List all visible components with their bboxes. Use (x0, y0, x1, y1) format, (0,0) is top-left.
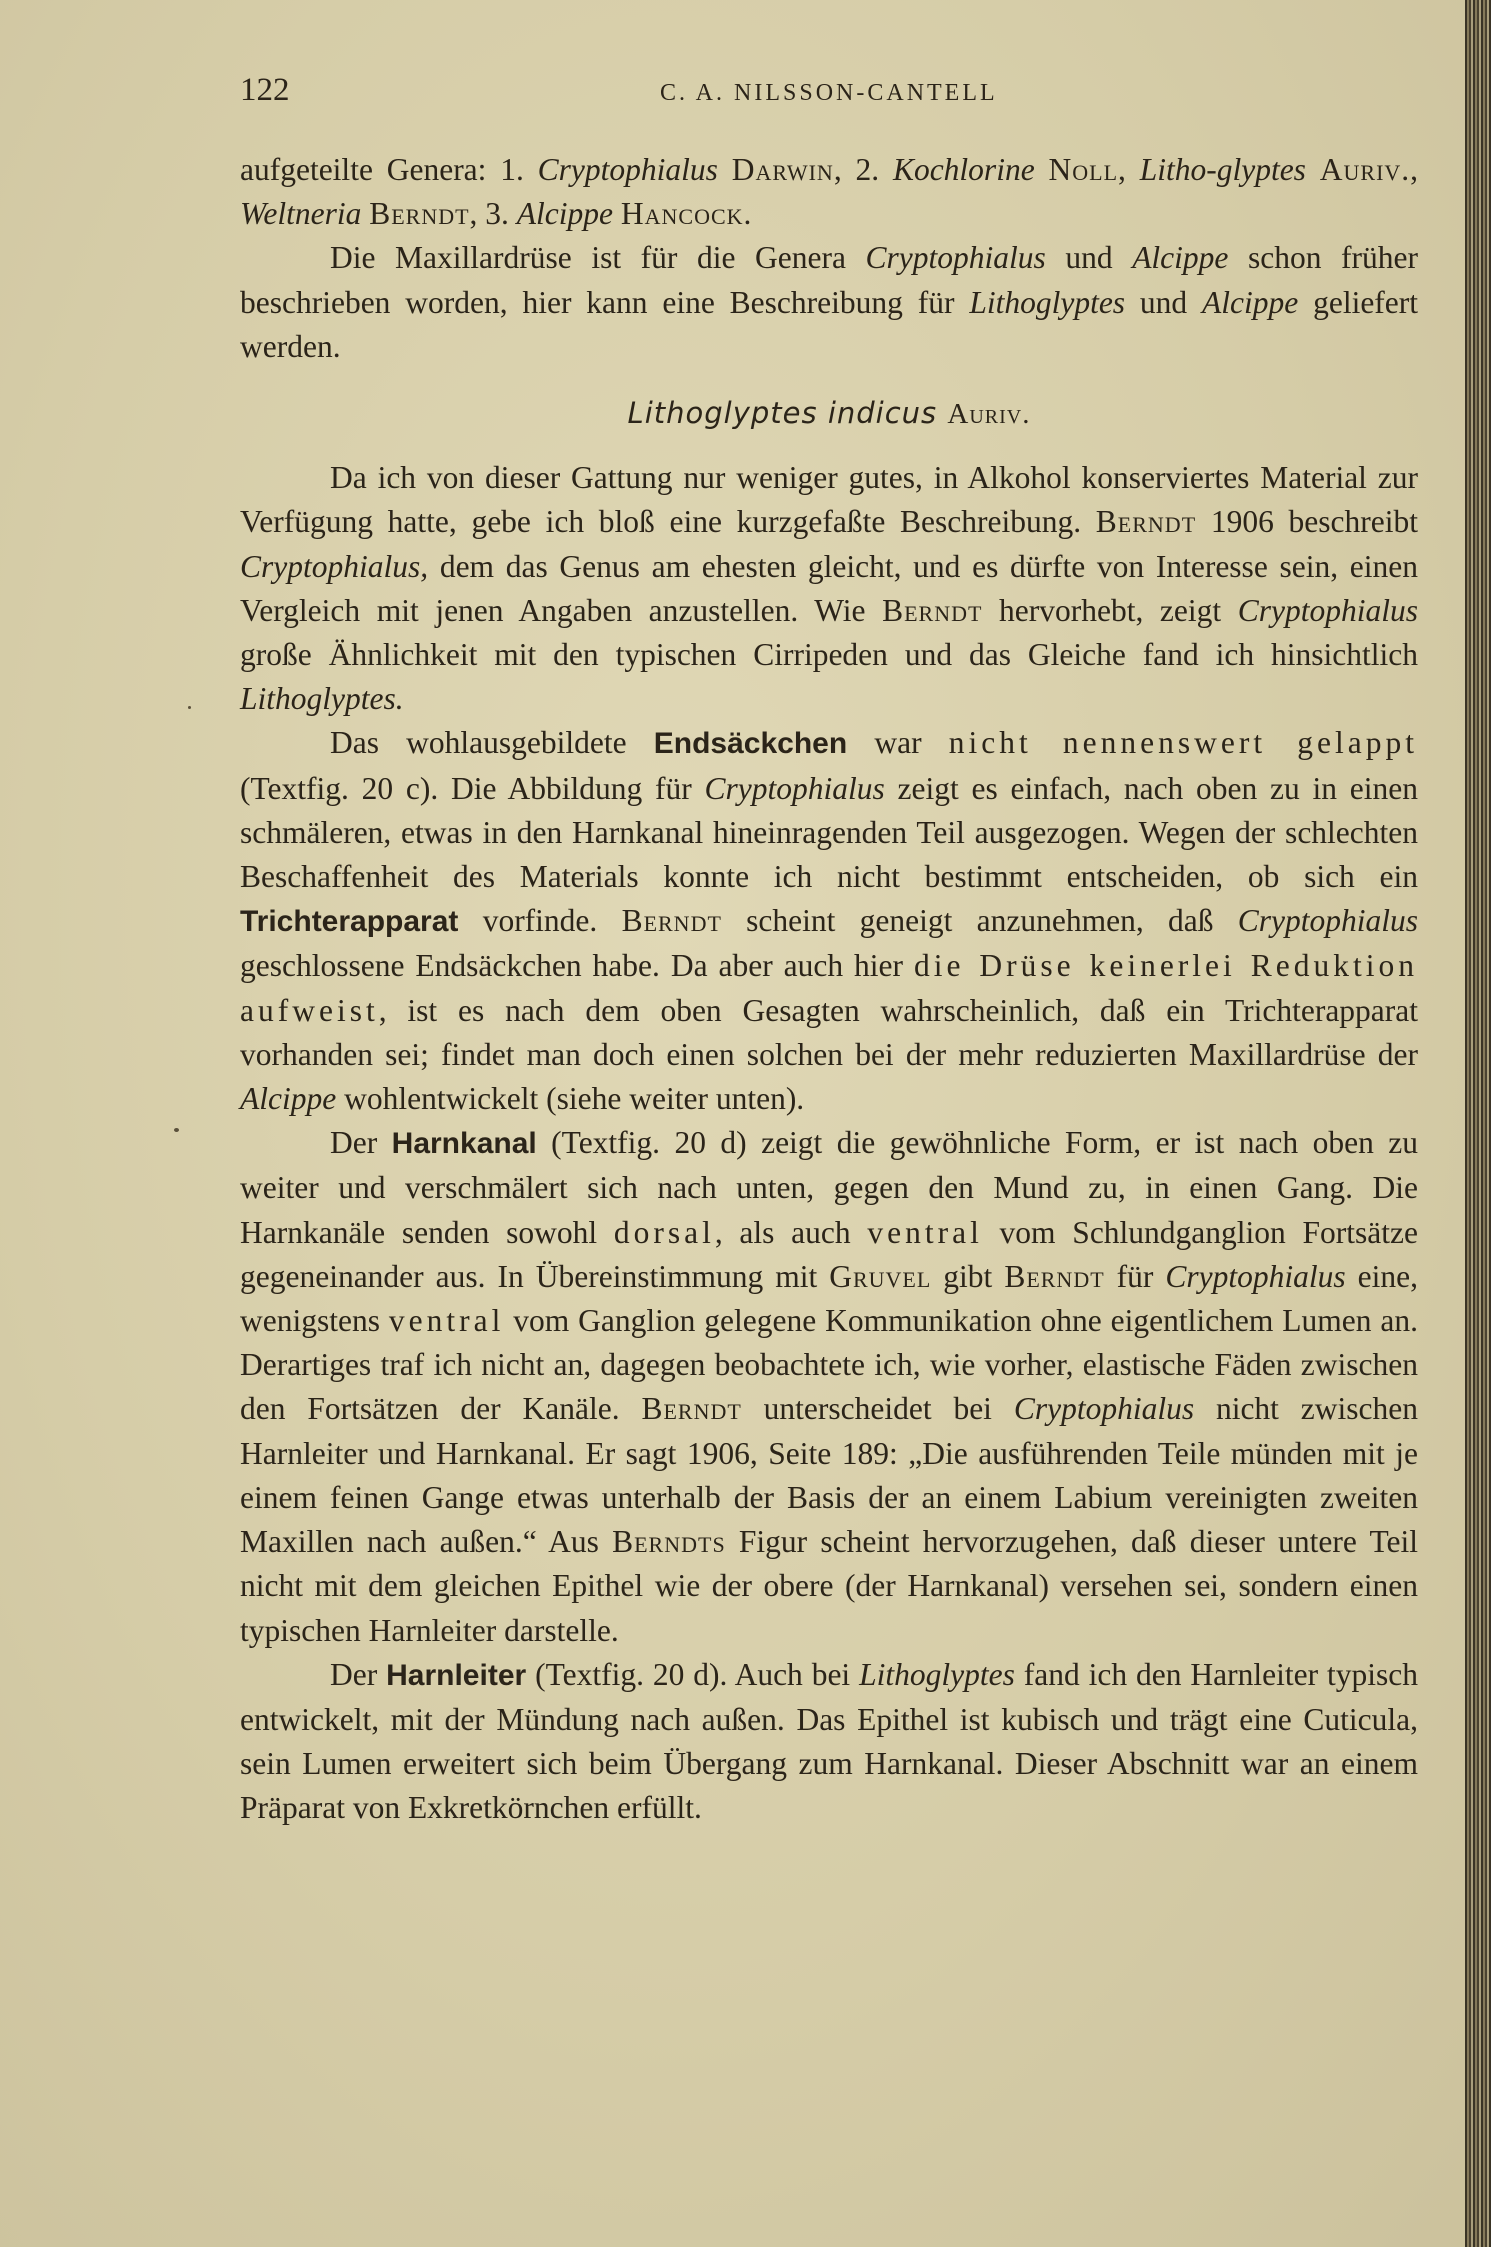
text-run: vorfinde. (458, 903, 622, 939)
paragraph-maxillardruese (240, 236, 1418, 369)
paragraph-harnleiter (240, 1653, 1418, 1831)
taxon-name: Alcippe (1132, 240, 1229, 276)
taxon-name: Cryptophialus (865, 240, 1046, 276)
ink-speck (188, 706, 191, 709)
text-run: Der (330, 1656, 387, 1692)
taxon-name: Cryptophialus (1013, 1391, 1195, 1427)
text-run: , 3. (469, 196, 517, 232)
text-run: , 2. (833, 152, 893, 187)
text-run: unterscheidet bei (741, 1391, 1014, 1427)
author-name: Berndt (1004, 1258, 1105, 1294)
taxon-name: Weltneria (240, 196, 362, 232)
text-run: und (1045, 240, 1133, 276)
author-name: Berndts (612, 1524, 726, 1560)
author-name: Berndt (641, 1391, 742, 1427)
section-heading (240, 391, 1418, 436)
body-text (240, 148, 1418, 1831)
taxon-name: Cryptophialus (1237, 903, 1418, 939)
text-run: gibt (931, 1258, 1005, 1294)
text-run: Da ich von dieser Gattung nur weniger gutes, in Alkohol konserviertes Material zur Verfügung hatte, gebe ich bloß eine kurzgefaßte Beschreibung. (240, 460, 1418, 540)
text-run: , als auch (714, 1214, 868, 1250)
text-run: aufgeteilte Genera: 1. (240, 152, 538, 187)
text-run: geliefert werden. (240, 284, 1419, 364)
author-name: Gruvel (829, 1258, 932, 1294)
text-run: geschlossene Endsäckchen habe. Da aber auch hier (240, 948, 914, 984)
term-bold: Trichterapparat (240, 905, 459, 939)
paragraph-harnkanal (240, 1121, 1418, 1652)
taxon-name: Lithoglyptes (859, 1656, 1015, 1692)
text-run: große Ähnlichkeit mit den typischen Cirripeden und das Gleiche fand ich hinsichtlich (240, 637, 1418, 673)
text-run: dem das Genus am ehesten gleicht, und es dürfte von Interesse sein, einen Vergleich mit jenen Angaben anzustellen. Wie (240, 548, 1418, 628)
text-run: (Textfig. 20 c). Die Abbildung für (240, 770, 705, 806)
page-edge (1465, 0, 1491, 2247)
text-run: Das wohlausgebildete (330, 725, 654, 761)
term-bold: Endsäckchen (653, 727, 848, 761)
text-run: schon früher beschrieben worden, hier kann eine Beschreibung für (240, 240, 1418, 320)
text-run: , ist es nach dem oben Gesagten wahrscheinlich, daß ein Trichterapparat vorhanden sei; findet man doch einen solchen bei der mehr reduzierten Maxillardrüse der (240, 992, 1418, 1072)
taxon-name: Alcippe (516, 196, 614, 232)
page-header (240, 72, 1411, 116)
text-run: 1906 beschreibt (1196, 504, 1418, 540)
spaced-emphasis: ventral (867, 1214, 983, 1250)
term-bold: Harnkanal (391, 1127, 537, 1161)
paragraph-material (240, 456, 1418, 721)
page-number: 122 (240, 72, 290, 108)
text-run: Die Maxillardrüse ist für die Genera (330, 240, 866, 276)
text-run: vom Ganglion gelegene Kommunikation ohne eigentlichem Lumen an. Derartiges traf ich nicht an, dagegen beobachtete ich, wie vorher, elastische Fäden zwischen den Fortsätzen der Kanäle. (240, 1303, 1418, 1427)
text-run: (Textfig. 20 d). Auch bei (526, 1656, 860, 1692)
text-run: , (1118, 152, 1140, 187)
taxon-name: Litho-glyptes (1139, 152, 1306, 187)
taxon-name: Lithoglyptes (969, 284, 1126, 320)
text-run: vom Schlundganglion Fortsätze gegeneinander aus. In Übereinstimmung mit (240, 1214, 1418, 1294)
spaced-emphasis: ventral (388, 1303, 505, 1339)
text-run: fand ich den Harnleiter typisch entwickelt, mit der Mündung nach außen. Das Epithel ist kubisch und trägt eine Cuticula, sein Lumen erweitert sich beim Übergang zum Harnkanal. Dieser Abschnitt war an einem Präparat von Exkretkörnchen erfüllt. (240, 1656, 1418, 1826)
running-head: C. A. NILSSON-CANTELL (660, 80, 998, 106)
text-run: (Textfig. 20 d) zeigt die gewöhnliche Form, er ist nach oben zu weiter und verschmälert sich nach unten, gegen den Mund zu, in einen Gang. Die Harnkanäle senden sowohl (240, 1125, 1418, 1250)
taxon-name: Cryptophialus, (240, 548, 429, 584)
text-run: hervorhebt, zeigt (982, 592, 1238, 628)
taxon-name: Cryptophialus (1237, 592, 1418, 628)
text-run: Der (330, 1125, 392, 1161)
author-name: Auriv. (1319, 152, 1411, 187)
text-run: nicht zwischen Harnleiter und Harnkanal. Er sagt 1906, Seite 189: „Die ausführenden Teile münden mit je einem feinen Gange etwas unterhalb der Basis der an einem Labium vereinigten zweiten Maxillen nach außen.“ Aus (240, 1391, 1418, 1560)
taxon-name: Cryptophialus (537, 152, 718, 187)
author-name: Berndt (621, 903, 722, 939)
author-name: Hancock (620, 196, 744, 232)
spaced-emphasis: dorsal (613, 1214, 715, 1250)
text-run: scheint geneigt anzunehmen, daß (721, 903, 1238, 939)
paragraph-endsaeckchen (240, 721, 1418, 1121)
text-run: war (847, 725, 949, 761)
text-run: Figur scheint hervorzugehen, daß dieser untere Teil nicht mit dem gleichen Epithel wie der obere (der Harnkanal) versehen sei, sondern einen typischen Harnleiter darstelle. (240, 1524, 1418, 1648)
spaced-emphasis: die Drüse keinerlei Reduktion aufweist (240, 948, 1418, 1028)
taxon-name: Cryptophialus (704, 770, 885, 806)
ink-speck (174, 1128, 179, 1132)
author-name: Noll (1048, 152, 1119, 187)
text-run: , (1410, 152, 1419, 187)
text-run: zeigt es einfach, nach oben zu in einen schmäleren, etwas in den Harnkanal hineinragenden Teil ausgezogen. Wegen der schlechten Beschaffenheit des Materials konnte ich nicht bestimmt entscheiden, ob sich ein (240, 770, 1419, 895)
taxon-name: Lithoglyptes. (240, 681, 404, 717)
author-name: Berndt (882, 592, 983, 628)
author-name: Berndt (1095, 504, 1197, 540)
taxon-name: Alcippe (1202, 284, 1299, 320)
text-run: für (1104, 1258, 1166, 1294)
author-name: Berndt (369, 196, 470, 232)
text-run: wohlentwickelt (siehe weiter unten). (336, 1081, 805, 1117)
text-run: und (1125, 284, 1203, 320)
text-run: eine, wenigstens (240, 1258, 1418, 1339)
taxon-name: Alcippe (240, 1081, 337, 1117)
heading-title: Lithoglyptes indicus (627, 396, 938, 431)
taxon-name: Cryptophialus (1165, 1258, 1346, 1294)
taxon-name: Kochlorine (892, 152, 1035, 187)
paragraph-genera-list (240, 148, 1418, 236)
term-bold: Harnleiter (386, 1658, 527, 1692)
author-name: Darwin (731, 152, 834, 187)
text-run: . (743, 196, 752, 232)
heading-author: Auriv. (947, 398, 1031, 431)
spaced-emphasis: nicht nennenswert gelappt (948, 725, 1418, 761)
